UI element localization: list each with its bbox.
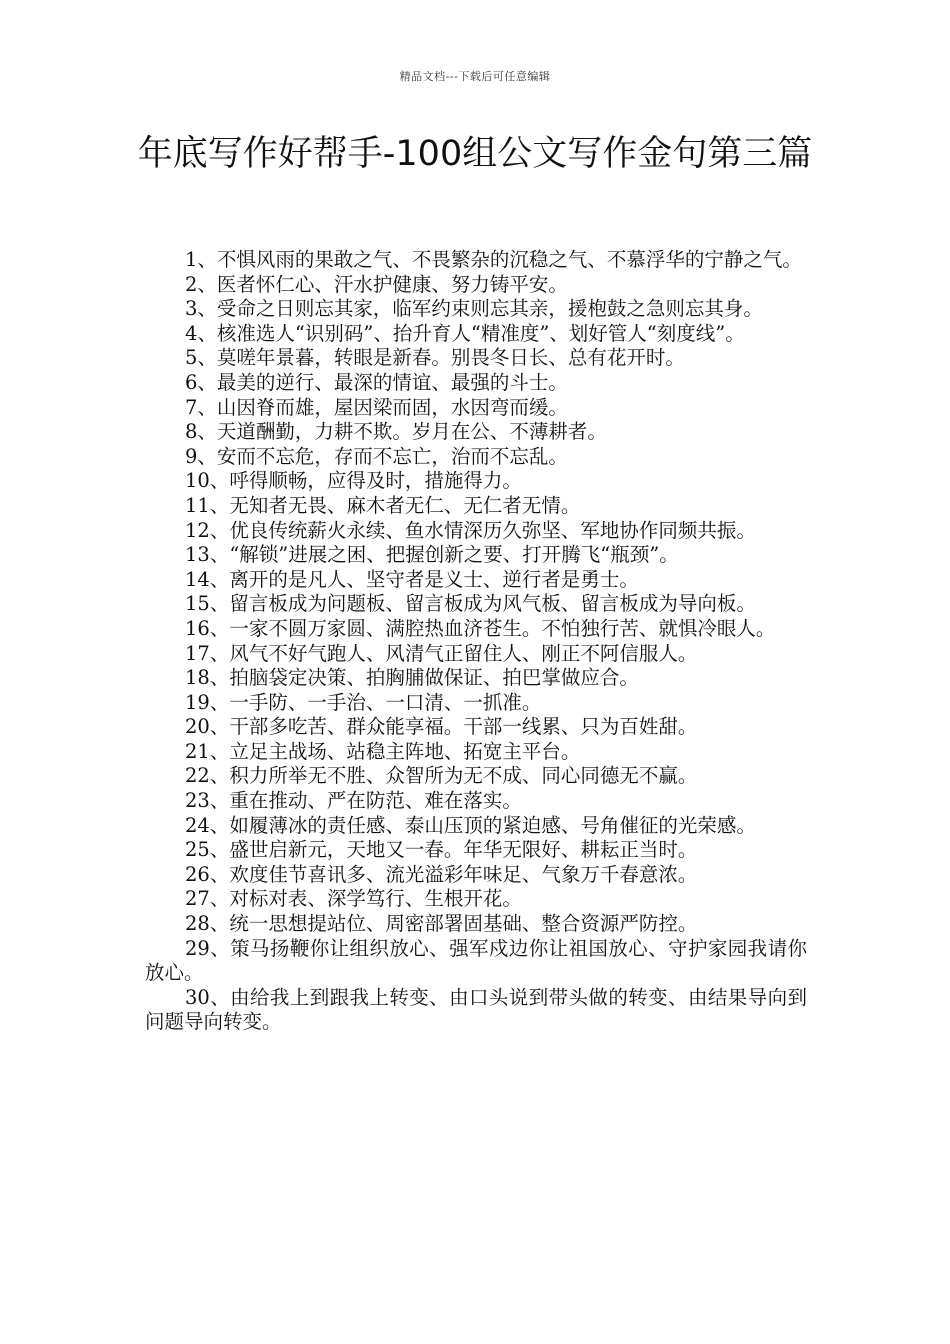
list-item: 2、医者怀仁心、汗水护健康、努力铸平安。 [185,272,568,296]
list-item: 16、一家不圆万家圆、满腔热血济苍生。不怕独行苦、就惧冷眼人。 [185,616,776,640]
list-item: 15、留言板成为问题板、留言板成为风气板、留言板成为导向板。 [185,592,756,616]
list-item: 10、呼得顺畅，应得及时，措施得力。 [185,469,522,493]
list-item: 11、无知者无畏、麻木者无仁、无仁者无情。 [185,493,581,517]
list-item: 24、如履薄冰的责任感、泰山压顶的紧迫感、号角催征的光荣感。 [185,813,756,837]
list-item: 5、莫嗟年景暮，转眼是新春。别畏冬日长、总有花开时。 [185,346,685,370]
list-item: 22、积力所举无不胜、众智所为无不成、同心同德无不赢。 [185,764,698,788]
list-item: 1、不惧风雨的果敢之气、不畏繁杂的沉稳之气、不慕浮华的宁静之气。 [185,248,802,271]
list-item: 26、欢度佳节喜讯多、流光溢彩年味足、气象万千春意浓。 [185,862,698,886]
list-item: 20、干部多吃苦、群众能享福。干部一线累、只为百姓甜。 [185,715,698,739]
list-item: 23、重在推动、严在防范、难在落实。 [185,789,522,813]
list-item: 19、一手防、一手治、一口清、一抓准。 [185,690,542,714]
list-item: 21、立足主战场、站稳主阵地、拓宽主平台。 [185,739,581,763]
list-item: 7、山因脊而雄，屋因梁而固，水因弯而缓。 [185,395,568,419]
header-note: 精品文档---下载后可任意编辑 [399,70,551,83]
list-item: 4、核准选人“识别码”、抬升育人“精准度”、划好管人“刻度线”。 [185,321,745,345]
list-item: 28、统一思想提站位、周密部署固基础、整合资源严防控。 [185,912,698,936]
list-item: 27、对标对表、深学笃行、生根开花。 [185,887,522,911]
list-item: 17、风气不好气跑人、风清气正留住人、刚正不阿信服人。 [185,641,698,665]
list-item: 30、由给我上到跟我上转变、由口头说到带头做的转变、由结果导向到问题导向转变。 [145,985,807,1034]
list-item: 6、最美的逆行、最深的情谊、最强的斗士。 [185,370,568,394]
list-item: 3、受命之日则忘其家，临军约束则忘其亲，援枹鼓之急则忘其身。 [185,297,763,321]
list-item: 25、盛世启新元，天地又一春。年华无限好、耕耘正当时。 [185,838,698,862]
list-item: 8、天道酬勤，力耕不欺。岁月在公、不薄耕者。 [185,420,607,444]
list-item: 12、优良传统薪火永续、鱼水情深历久弥坚、军地协作同频共振。 [185,518,756,542]
page-title: 年底写作好帮手-100组公文写作金句第三篇 [137,134,813,174]
list-item: 13、“解锁”进展之困、把握创新之要、打开腾飞“瓶颈”。 [185,543,679,567]
list-item: 14、离开的是凡人、坚守者是义士、逆行者是勇士。 [185,567,639,591]
list-item: 9、安而不忘危，存而不忘亡，治而不忘乱。 [185,444,568,468]
sentence-list [145,248,807,1035]
list-item: 29、策马扬鞭你让组织放心、强军戍边你让祖国放心、守护家园我请你放心。 [145,936,807,985]
list-item: 18、拍脑袋定决策、拍胸脯做保证、拍巴掌做应合。 [185,666,639,690]
